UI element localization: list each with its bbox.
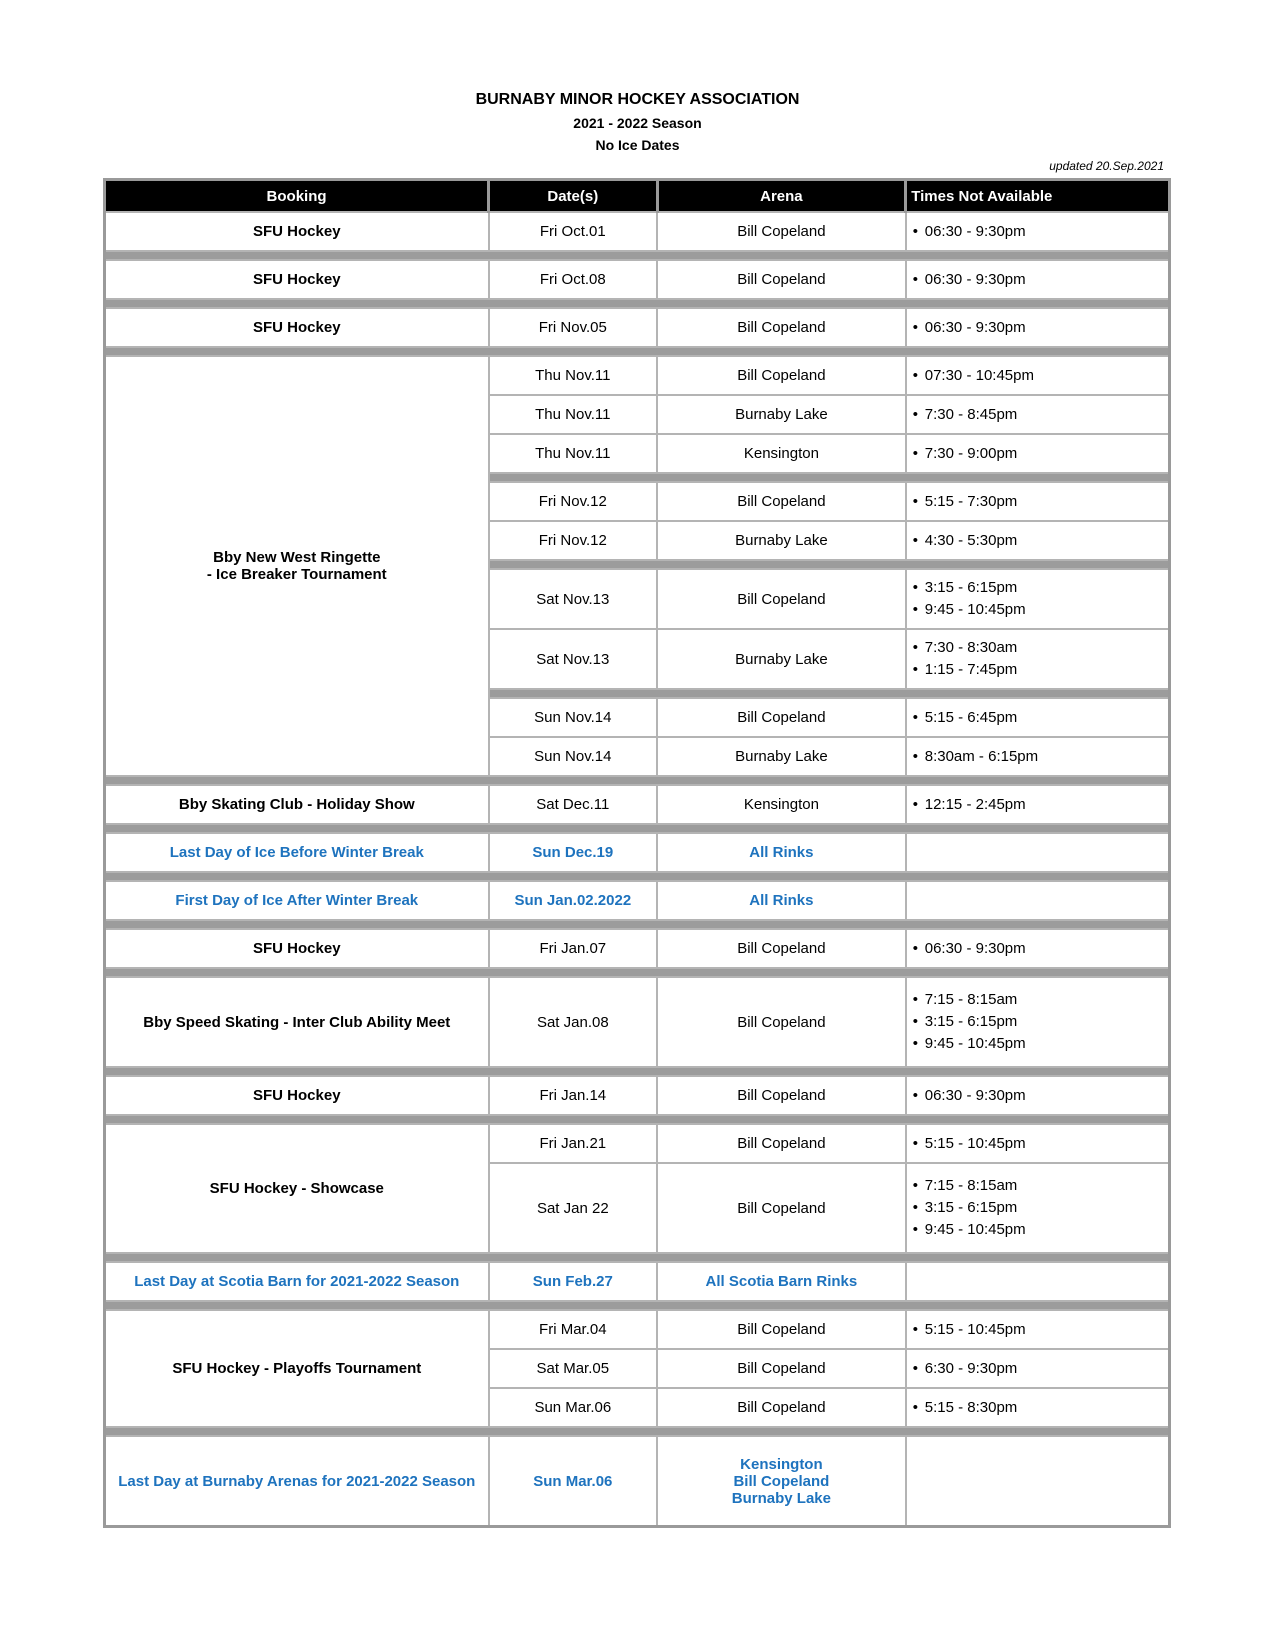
- arena-cell: Burnaby Lake: [657, 395, 906, 434]
- arena-cell: Bill Copeland: [657, 977, 906, 1067]
- date-cell: Fri Mar.04: [489, 1310, 657, 1349]
- times-cell: [906, 785, 1170, 824]
- table-row: [105, 1124, 1170, 1163]
- booking-cell: SFU Hockey - Showcase: [105, 1124, 489, 1253]
- date-cell: Fri Jan.07: [489, 929, 657, 968]
- table-row-note: [105, 1436, 1170, 1527]
- arena-cell: Burnaby Lake: [657, 521, 906, 560]
- booking-cell: Bby Skating Club - Holiday Show: [105, 785, 489, 824]
- date-cell: Thu Nov.11: [489, 434, 657, 473]
- date-cell: Fri Oct.01: [489, 212, 657, 251]
- table-row: [105, 356, 1170, 395]
- time-item: • 06:30 - 9:30pm: [913, 938, 1168, 960]
- arena-cell: Bill Copeland: [657, 482, 906, 521]
- times-cell: [906, 1163, 1170, 1253]
- time-item: • 5:15 - 6:45pm: [913, 707, 1168, 729]
- arena-cell: Bill Copeland: [657, 1349, 906, 1388]
- date-cell: Thu Nov.11: [489, 395, 657, 434]
- table-row: [105, 308, 1170, 347]
- time-item: • 5:15 - 8:30pm: [913, 1397, 1168, 1419]
- times-cell: [906, 434, 1170, 473]
- row-separator: [105, 776, 1170, 785]
- date-cell: Fri Jan.14: [489, 1076, 657, 1115]
- time-item: • 5:15 - 7:30pm: [913, 491, 1168, 513]
- times-cell: [906, 260, 1170, 299]
- time-item: • 9:45 - 10:45pm: [913, 1219, 1168, 1241]
- booking-cell: SFU Hockey: [105, 929, 489, 968]
- arena-cell: All Rinks: [657, 833, 906, 872]
- times-cell: [906, 629, 1170, 689]
- arena-cell: Bill Copeland: [657, 1310, 906, 1349]
- time-item: • 6:30 - 9:30pm: [913, 1358, 1168, 1380]
- date-cell: Sun Nov.14: [489, 698, 657, 737]
- times-cell: [906, 356, 1170, 395]
- booking-line: - Ice Breaker Tournament: [206, 566, 387, 583]
- table-row: [105, 260, 1170, 299]
- col-header-booking: Booking: [105, 180, 489, 213]
- table-row-note: [105, 881, 1170, 920]
- time-item: • 06:30 - 9:30pm: [913, 269, 1168, 291]
- time-item: • 06:30 - 9:30pm: [913, 1085, 1168, 1107]
- date-cell: Sat Nov.13: [489, 629, 657, 689]
- arena-cell: Bill Copeland: [657, 308, 906, 347]
- arena-line: Bill Copeland: [733, 1472, 830, 1490]
- booking-cell: SFU Hockey - Playoffs Tournament: [105, 1310, 489, 1427]
- col-header-times: Times Not Available: [906, 180, 1170, 213]
- times-cell: [906, 1349, 1170, 1388]
- time-item: • 7:15 - 8:15am: [913, 989, 1168, 1011]
- date-cell: Sun Dec.19: [489, 833, 657, 872]
- org-title: BURNABY MINOR HOCKEY ASSOCIATION: [475, 91, 800, 108]
- season-title: 2021 - 2022 Season: [573, 115, 702, 131]
- arena-cell: [657, 1436, 906, 1527]
- date-cell: Fri Nov.12: [489, 482, 657, 521]
- date-cell: Sun Mar.06: [489, 1388, 657, 1427]
- time-item: • 7:30 - 8:45pm: [913, 404, 1168, 426]
- times-cell: [906, 977, 1170, 1067]
- date-cell: Sun Jan.02.2022: [489, 881, 657, 920]
- times-cell: [906, 1310, 1170, 1349]
- date-cell: Thu Nov.11: [489, 356, 657, 395]
- document-header: [0, 88, 1275, 156]
- date-cell: Sun Nov.14: [489, 737, 657, 776]
- arena-cell: Bill Copeland: [657, 260, 906, 299]
- row-separator: [105, 251, 1170, 260]
- row-separator: [105, 1115, 1170, 1124]
- booking-cell: SFU Hockey: [105, 212, 489, 251]
- times-cell: [906, 482, 1170, 521]
- time-item: • 3:15 - 6:15pm: [913, 577, 1168, 599]
- time-item: • 9:45 - 10:45pm: [913, 599, 1168, 621]
- row-separator: [105, 1301, 1170, 1310]
- arena-cell: Bill Copeland: [657, 698, 906, 737]
- arena-cell: Bill Copeland: [657, 1076, 906, 1115]
- time-item: • 8:30am - 6:15pm: [913, 746, 1168, 768]
- no-ice-dates-table: [103, 178, 1171, 1528]
- arena-cell: Bill Copeland: [657, 212, 906, 251]
- row-separator: [105, 1067, 1170, 1076]
- time-item: • 5:15 - 10:45pm: [913, 1133, 1168, 1155]
- row-separator: [105, 968, 1170, 977]
- arena-cell: Bill Copeland: [657, 356, 906, 395]
- arena-line: Kensington: [740, 1455, 823, 1473]
- times-cell: [906, 833, 1170, 872]
- arena-cell: Burnaby Lake: [657, 629, 906, 689]
- times-cell: [906, 521, 1170, 560]
- booking-cell: Bby Speed Skating - Inter Club Ability Meet: [105, 977, 489, 1067]
- date-cell: Sat Nov.13: [489, 569, 657, 629]
- arena-cell: Bill Copeland: [657, 929, 906, 968]
- time-item: • 7:30 - 8:30am: [913, 637, 1168, 659]
- time-item: • 3:15 - 6:15pm: [913, 1011, 1168, 1033]
- row-separator: [105, 872, 1170, 881]
- arena-cell: All Scotia Barn Rinks: [657, 1262, 906, 1301]
- time-item: • 12:15 - 2:45pm: [913, 794, 1168, 816]
- booking-cell-ringette: [105, 356, 489, 776]
- date-cell: Fri Nov.05: [489, 308, 657, 347]
- date-cell: Sun Feb.27: [489, 1262, 657, 1301]
- booking-cell: Last Day at Scotia Barn for 2021-2022 Season: [105, 1262, 489, 1301]
- arena-cell: Bill Copeland: [657, 1124, 906, 1163]
- booking-cell: Last Day at Burnaby Arenas for 2021-2022 Season: [105, 1436, 489, 1527]
- booking-cell: SFU Hockey: [105, 260, 489, 299]
- times-cell: [906, 698, 1170, 737]
- times-cell: [906, 308, 1170, 347]
- time-item: • 9:45 - 10:45pm: [913, 1033, 1168, 1055]
- date-cell: Sat Jan.08: [489, 977, 657, 1067]
- times-cell: [906, 1388, 1170, 1427]
- time-item: • 4:30 - 5:30pm: [913, 530, 1168, 552]
- arena-line: Burnaby Lake: [731, 1489, 831, 1507]
- updated-date: updated 20.Sep.2021: [1049, 159, 1164, 173]
- booking-line: Bby New West Ringette: [213, 549, 381, 566]
- booking-cell: First Day of Ice After Winter Break: [105, 881, 489, 920]
- arena-cell: All Rinks: [657, 881, 906, 920]
- time-item: • 3:15 - 6:15pm: [913, 1197, 1168, 1219]
- time-item: • 06:30 - 9:30pm: [913, 317, 1168, 339]
- table-row: [105, 785, 1170, 824]
- table-header-row: [105, 180, 1170, 213]
- date-cell: Fri Oct.08: [489, 260, 657, 299]
- date-cell: Sat Mar.05: [489, 1349, 657, 1388]
- time-item: • 5:15 - 10:45pm: [913, 1319, 1168, 1341]
- table-row-note: [105, 1262, 1170, 1301]
- booking-cell: SFU Hockey: [105, 308, 489, 347]
- booking-cell: SFU Hockey: [105, 1076, 489, 1115]
- row-separator: [105, 1427, 1170, 1436]
- time-item: • 07:30 - 10:45pm: [913, 365, 1168, 387]
- times-cell: [906, 1076, 1170, 1115]
- table-row: [105, 977, 1170, 1067]
- row-separator: [105, 347, 1170, 356]
- table-row-note: [105, 833, 1170, 872]
- times-cell: [906, 1436, 1170, 1527]
- arena-cell: Kensington: [657, 785, 906, 824]
- times-cell: [906, 395, 1170, 434]
- booking-cell: Last Day of Ice Before Winter Break: [105, 833, 489, 872]
- arena-cell: Kensington: [657, 434, 906, 473]
- col-header-dates: Date(s): [489, 180, 657, 213]
- time-item: • 06:30 - 9:30pm: [913, 221, 1168, 243]
- row-separator: [105, 824, 1170, 833]
- time-item: • 7:30 - 9:00pm: [913, 443, 1168, 465]
- date-cell: Fri Nov.12: [489, 521, 657, 560]
- table-row: [105, 929, 1170, 968]
- row-separator: [105, 920, 1170, 929]
- times-cell: [906, 929, 1170, 968]
- times-cell: [906, 1262, 1170, 1301]
- times-cell: [906, 881, 1170, 920]
- times-cell: [906, 569, 1170, 629]
- arena-cell: Burnaby Lake: [657, 737, 906, 776]
- times-cell: [906, 1124, 1170, 1163]
- col-header-arena: Arena: [657, 180, 906, 213]
- subtitle: No Ice Dates: [595, 137, 680, 153]
- times-cell: [906, 212, 1170, 251]
- time-item: • 7:15 - 8:15am: [913, 1175, 1168, 1197]
- table-row: [105, 1076, 1170, 1115]
- times-cell: [906, 737, 1170, 776]
- table-row: [105, 212, 1170, 251]
- date-cell: Sun Mar.06: [489, 1436, 657, 1527]
- row-separator: [105, 1253, 1170, 1262]
- table-row: [105, 1310, 1170, 1349]
- row-separator: [105, 299, 1170, 308]
- time-item: • 1:15 - 7:45pm: [913, 659, 1168, 681]
- arena-cell: Bill Copeland: [657, 1388, 906, 1427]
- date-cell: Sat Jan 22: [489, 1163, 657, 1253]
- arena-cell: Bill Copeland: [657, 569, 906, 629]
- date-cell: Sat Dec.11: [489, 785, 657, 824]
- date-cell: Fri Jan.21: [489, 1124, 657, 1163]
- arena-cell: Bill Copeland: [657, 1163, 906, 1253]
